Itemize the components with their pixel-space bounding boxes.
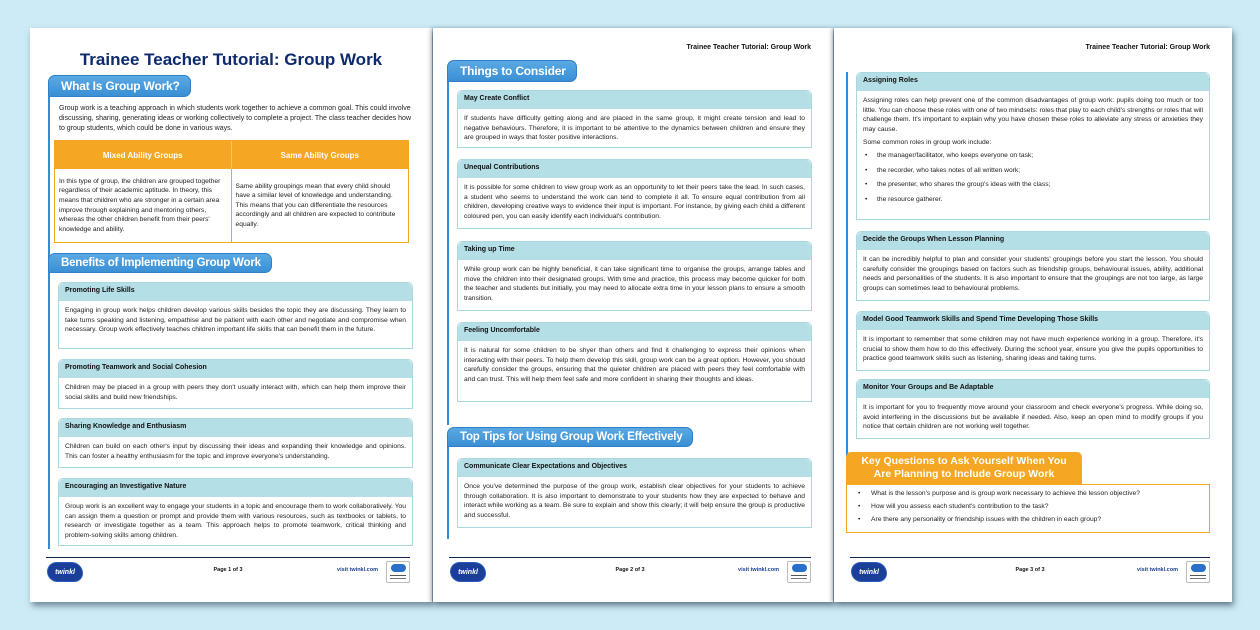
card-feeling-uncomfortable [457, 322, 812, 402]
card-taking-up-time [457, 241, 812, 311]
card-promoting-teamwork [58, 359, 413, 409]
list-item: • the resource gatherer. [863, 195, 1203, 205]
quality-badge-icon [386, 561, 410, 583]
card-body: It is important for you to frequently move around your classroom and check everyone's progress. While doing so, avoid interfering in the discussions but be available if needed. Also, keep an open mind to modify groups if you notice that certain children are not working well together. [863, 404, 1203, 431]
card-body: If students have difficulty getting along and are placed in the same group, it might create tension and lead to negative behaviours. Therefore, it is important to be attentive to the dynamics between children and ensure they are grouped in ways that foster positive interactions. [464, 115, 805, 142]
quality-badge-icon [1186, 561, 1210, 583]
key-questions-heading [846, 452, 1082, 484]
card-body: While group work can be highly beneficial, it can take significant time to organise the groups, arrange tables and move the children into their designated groups. With time and practice, this process may become quicker for both the teacher and students but initially, you may need to allocate extra time in your lesson plans to ensure a smooth transition. [464, 266, 805, 302]
twinkl-logo-icon[interactable]: twinkl [852, 563, 886, 581]
card-title: Feeling Uncomfortable [458, 323, 811, 341]
list-item: • the presenter, who shares the group's ideas with the class; [863, 180, 1203, 190]
list-item: • the manager/facilitator, who keeps everyone on task; [863, 151, 1203, 161]
page-footer [850, 557, 1210, 587]
card-title: Promoting Life Skills [59, 283, 412, 301]
card-title: Encouraging an Investigative Nature [59, 479, 412, 497]
section-heading: Top Tips for Using Group Work Effectively [447, 427, 693, 447]
table-cell-same: Same ability groupings mean that every child should have a similar level of knowledge and understanding. This means that you can differentiate the resources accordingly and all children are expected to contribute equally. [235, 182, 396, 228]
card-communicate-expectations [457, 458, 812, 528]
card-title: Model Good Teamwork Skills and Spend Time Developing Those Skills [857, 312, 1209, 330]
list-item: • What is the lesson's purpose and is group work necessary to achieve the lesson objective? [853, 490, 1203, 497]
card-body: Once you've determined the purpose of the group work, establish clear objectives for your students to achieve through collaboration. It is also important to demonstrate to your students how they are expected to behave and interact while working as a team. Be sure to explain and show this clearly; it will help ensure the group is productive and successful. [464, 483, 805, 519]
card-body: Group work is an excellent way to engage your students in a topic and encourage them to work collaboratively. You can assign them a question or prompt and provide them with various resources, such as textbooks or tablets, to research or investigate together as a team. This approach helps to promote teamwork, critical thinking and problem-solving skills among children. [65, 503, 406, 539]
section-heading: Benefits of Implementing Group Work [48, 253, 272, 273]
intro-text: Group work is a teaching approach in which students work together to achieve a common goal. This could involve discussing, sharing, generating ideas or working collectively to complete a project. The class teacher decides how to group students, which could be done in various ways. [59, 105, 411, 132]
page-footer [449, 557, 811, 587]
ability-groups-table [54, 140, 409, 243]
card-monitor-groups [856, 379, 1210, 439]
running-head: Trainee Teacher Tutorial: Group Work [686, 44, 811, 51]
visit-link[interactable]: visit twinkl.com [738, 567, 779, 573]
heading-line: Are Planning to Include Group Work [873, 468, 1055, 480]
card-body: Children can build on each other's input by discussing their ideas and expanding their knowledge and opinions. This can foster a healthy enthusiasm for the topic and improve everyone's understanding. [65, 443, 406, 460]
table-header-same: Same Ability Groups [232, 141, 409, 169]
card-title: Monitor Your Groups and Be Adaptable [857, 380, 1209, 398]
running-head: Trainee Teacher Tutorial: Group Work [1085, 44, 1210, 51]
card-body: It is important to remember that some children may not have much experience working in a group. Therefore, it's crucial to show them how to do this effectively. During the school year, ensure you give the pupils opportunities to practice good teamwork skills such as listening, sharing ideas and taking turns. [863, 336, 1203, 363]
card-title: Communicate Clear Expectations and Objectives [458, 459, 811, 477]
list-item: • the recorder, who takes notes of all written work; [863, 166, 1203, 176]
page-number: Page 3 of 3 [1015, 567, 1045, 573]
card-title: May Create Conflict [458, 91, 811, 109]
card-unequal-contributions [457, 159, 812, 229]
card-body: Children may be placed in a group with peers they don't usually interact with, which can help them improve their social skills and build new friendships. [65, 384, 406, 401]
twinkl-logo-icon[interactable]: twinkl [48, 563, 82, 581]
card-decide-groups [856, 231, 1210, 301]
table-cell-mixed: In this type of group, the children are grouped together regardless of their academic aptitude. In theory, this means that children who are stronger in a certain area improve through explaining and mentoring others, whereas the other children benefit from their peers' knowledge and ability. [55, 169, 232, 242]
page-3 [834, 28, 1232, 602]
card-body: Engaging in group work helps children develop various skills besides the topic they are discussing. They learn to take turns speaking and listening, empathise and be patient with each other and negotiate and compromise when necessary. Group work effectively teaches children important life skills that can benefit them in the future. [65, 307, 406, 334]
card-sharing-knowledge [58, 418, 413, 468]
card-assigning-roles [856, 72, 1210, 220]
page-number: Page 1 of 3 [213, 567, 243, 573]
table-header-mixed: Mixed Ability Groups [55, 141, 232, 169]
card-title: Assigning Roles [857, 73, 1209, 91]
key-questions-box [846, 484, 1210, 533]
card-investigative-nature [58, 478, 413, 546]
card-body: It is natural for some children to be shyer than others and find it challenging to express their opinions when interacting with their peers. To help them develop this skill, group work can be a great option. However, you should carefully consider the groups, ensuring that the quieter children are placed with peers they feel comfortable with and can trust. This will help them feel safe and more confident in sharing their thoughts and ideas. [464, 347, 805, 383]
card-title: Taking up Time [458, 242, 811, 260]
quality-badge-icon [787, 561, 811, 583]
visit-link[interactable]: visit twinkl.com [1137, 567, 1178, 573]
list-item: • Are there any personality or friendship issues with the children in each group? [853, 516, 1203, 523]
section-heading: What Is Group Work? [48, 75, 191, 97]
page-2 [433, 28, 833, 602]
section-key-questions [846, 452, 1210, 533]
section-heading: Things to Consider [447, 60, 577, 82]
card-promoting-life-skills [58, 282, 413, 349]
visit-link[interactable]: visit twinkl.com [337, 567, 378, 573]
list-item: • How will you assess each student's contribution to the task? [853, 503, 1203, 510]
card-model-teamwork [856, 311, 1210, 371]
card-paragraph: Assigning roles can help prevent one of the common disadvantages of group work: pupils doing too much or too little. You can choose these roles with one of two mindsets: roles that play to each child's strengths or roles that will challenge them. It's important to explain why you have chosen these roles to alleviate any stress or anxieties they may cause. [863, 97, 1203, 133]
page-1 [30, 28, 432, 602]
card-body: It is possible for some children to view group work as an opportunity to let their peers take the lead. In such cases, a student who seems to understand the work can tend to complete it all. To ensure equal contribution from all children, developing creative ways to evidence their input is important. For instance, by giving each child a different coloured pen, you can easily identify each individual's contribution. [464, 184, 805, 220]
card-title: Unequal Contributions [458, 160, 811, 178]
card-title: Sharing Knowledge and Enthusiasm [59, 419, 412, 437]
roles-list [863, 151, 1203, 204]
page-footer [46, 557, 410, 587]
card-may-create-conflict [457, 90, 812, 148]
card-title: Promoting Teamwork and Social Cohesion [59, 360, 412, 378]
document-title: Trainee Teacher Tutorial: Group Work [79, 50, 383, 69]
twinkl-logo-icon[interactable]: twinkl [451, 563, 485, 581]
card-title: Decide the Groups When Lesson Planning [857, 232, 1209, 250]
questions-list [853, 490, 1203, 523]
heading-line: Key Questions to Ask Yourself When You [861, 455, 1067, 467]
card-lead: Some common roles in group work include: [863, 139, 992, 147]
card-body [857, 91, 1209, 213]
page-number: Page 2 of 3 [615, 567, 645, 573]
card-body: It can be incredibly helpful to plan and consider your students' groupings before you start the lesson. You should carefully consider the groupings based on factors such as friendship groups, behavioural issues, ability, additional needs and personalities of the students. It is also important to ensure that the groupings are not too large, as large groups can sometimes lead to behavioural problems. [863, 256, 1203, 292]
